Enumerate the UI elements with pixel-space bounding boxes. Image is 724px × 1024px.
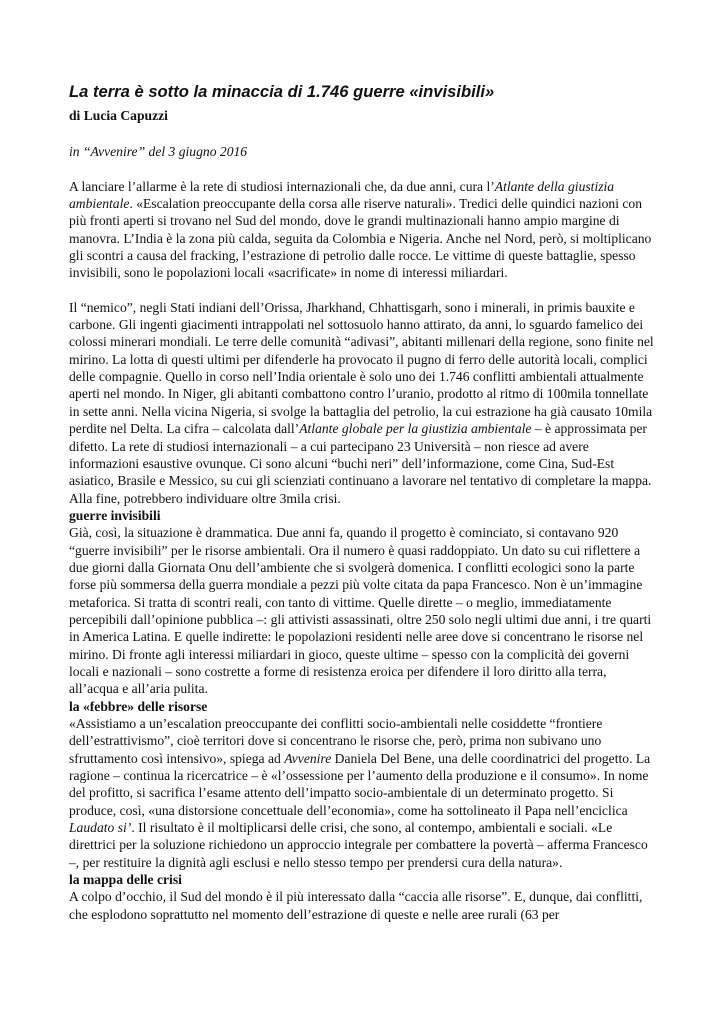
text-run: «Assistiamo a un’escalation preoccupante dei conflitti socio-ambientali nelle cosiddette “frontiere dell’estrattivismo”, cioè territori dove si concentrano le risorse che, però, prima non subivano uno sfruttamento così intensivo», spiega ad: [69, 716, 603, 766]
section-heading: la mappa delle crisi: [69, 872, 182, 888]
text-run: Daniela Del Bene, una delle coordinatrici del progetto. La ragione – continua la ricercatrice – è «l’ossessione per l’aumento della produzione e il consumo». In nome del profitto, si sacrifica l’esame attento dell’impatto socio-ambientale di un determinato progetto. Si produce, così, «una distorsione concettuale dell’economia», come ha sottolineato il Papa nell’enciclica: [69, 750, 651, 818]
article-title: La terra è sotto la minaccia di 1.746 guerre «invisibili»: [69, 82, 495, 101]
emphasis-text: Avvenire: [284, 750, 332, 766]
text-run: – è approssimata per difetto. La rete di studiosi internazionali – a cui partecipano 23 Università – non riesce ad avere informazioni esaustive ovunque. Ci sono alcuni “buchi neri” dell’informazione, come Cina, Sud-Est asiatico, Brasile e Messico, su cui gli scienziati continuano a lavorare nel tentativo di completare la mappa. Alla fine, potrebbero individuare oltre 3mila crisi.: [69, 421, 652, 506]
paragraph-enemy: [69, 299, 657, 507]
text-run: . «Escalation preoccupante della corsa alle riserve naturali». Tredici delle quindici nazioni con più fronti aperti si trovano nel Sud del mondo, dove le grandi multinazionali hanno ampio margine di manovra. L’India è la zona più calda, seguita da Colombia e Nigeria. Anche nel Nord, però, si moltiplicano gli scontri a causa del fracking, l’estrazione di petrolio dalle rocce. Le vittime di queste battaglie, spesso invisibili, sono le popolazioni locali «sacrificate» in nome di interessi miliardari.: [69, 196, 652, 281]
article: [69, 82, 657, 923]
section-heading: guerre invisibili: [69, 507, 161, 523]
paragraph-intro: [69, 178, 657, 282]
article-source: in “Avvenire” del 3 giugno 2016: [69, 144, 248, 160]
emphasis-text: Atlante della giustizia ambientale: [69, 178, 615, 212]
text-run: A lanciare l’allarme è la rete di studiosi internazionali che, da due anni, cura l’: [69, 178, 495, 194]
emphasis-text: Atlante globale per la giustizia ambientale: [299, 421, 532, 437]
text-run: Il “nemico”, negli Stati indiani dell’Orissa, Jharkhand, Chhattisgarh, sono i minerali, in primis bauxite e carbone. Gli ingenti giacimenti intrappolati nel sottosuolo hanno attirato, da anni, lo sguardo famelico dei colossi minerari mondiali. Le terre delle comunità “adivasi”, abitanti millenari della regione, sono finite nel mirino. La lotta di questi ultimi per difenderle ha provocato il pugno di ferro delle autorità locali, complici delle compagnie. Quello in corso nell’India orientale è solo uno dei 1.746 conflitti ambientali attualmente aperti nel mondo. In Niger, gli abitanti combattono contro l’uranio, prodotto al ritmo di 100mila tonnellate in sette anni. Nella vicina Nigeria, si svolge la battaglia del petrolio, la cui estrazione ha già causato 10mila perdite nel Delta. La cifra – calcolata dall’: [69, 299, 654, 437]
section-text: A colpo d’occhio, il Sud del mondo è il più interessato dalla “caccia alle risorse”. E, dunque, dai conflitti, che esplodono soprattutto nel momento dell’estrazione di queste e nelle aree rurali (63 per: [69, 889, 643, 922]
emphasis-text: Laudato si’: [69, 820, 132, 836]
section-heading: la «febbre» delle risorse: [69, 698, 208, 714]
article-author: di Lucia Capuzzi: [69, 108, 168, 123]
text-run: . Il risultato è il moltiplicarsi delle crisi, che sono, al contempo, ambientali e sociali. «Le direttrici per la soluzione richiedono un approccio integrale per combattere la povertà – afferma Francesco –, per restituire la dignità agli esclusi e nello stesso tempo per prendersi cura della natura».: [69, 820, 648, 870]
section-text: Già, così, la situazione è drammatica. Due anni fa, quando il progetto è cominciato, si contavano 920 “guerre invisibili” per le risorse ambientali. Ora il numero è quasi raddoppiato. Un dato su cui riflettere a due giorni dalla Giornata Onu dell’ambiente che si svolgerà domenica. I conflitti ecologici sono la parte forse più sommersa della guerra mondiale a pezzi più volte citata da papa Francesco. Non è un’immagine metaforica. Si tratta di scontri reali, con tanto di vittime. Quelle dirette – o meglio, immediatamente percepibili dall’opinione pubblica –: gli attivisti assassinati, oltre 250 solo negli ultimi due anni, i tre quarti in America Latina. E quelle indirette: le popolazioni residenti nelle aree dove si concentrano le risorse nel mirino. Di fronte agli interessi miliardari in gioco, queste ultime – spesso con la complicità dei governi locali e nazionali – sono costrette a forme di resistenza eroica per difendere il loro diritto alla terra, all’acqua e all’aria pulita.: [69, 525, 652, 697]
section-text: [69, 715, 657, 871]
